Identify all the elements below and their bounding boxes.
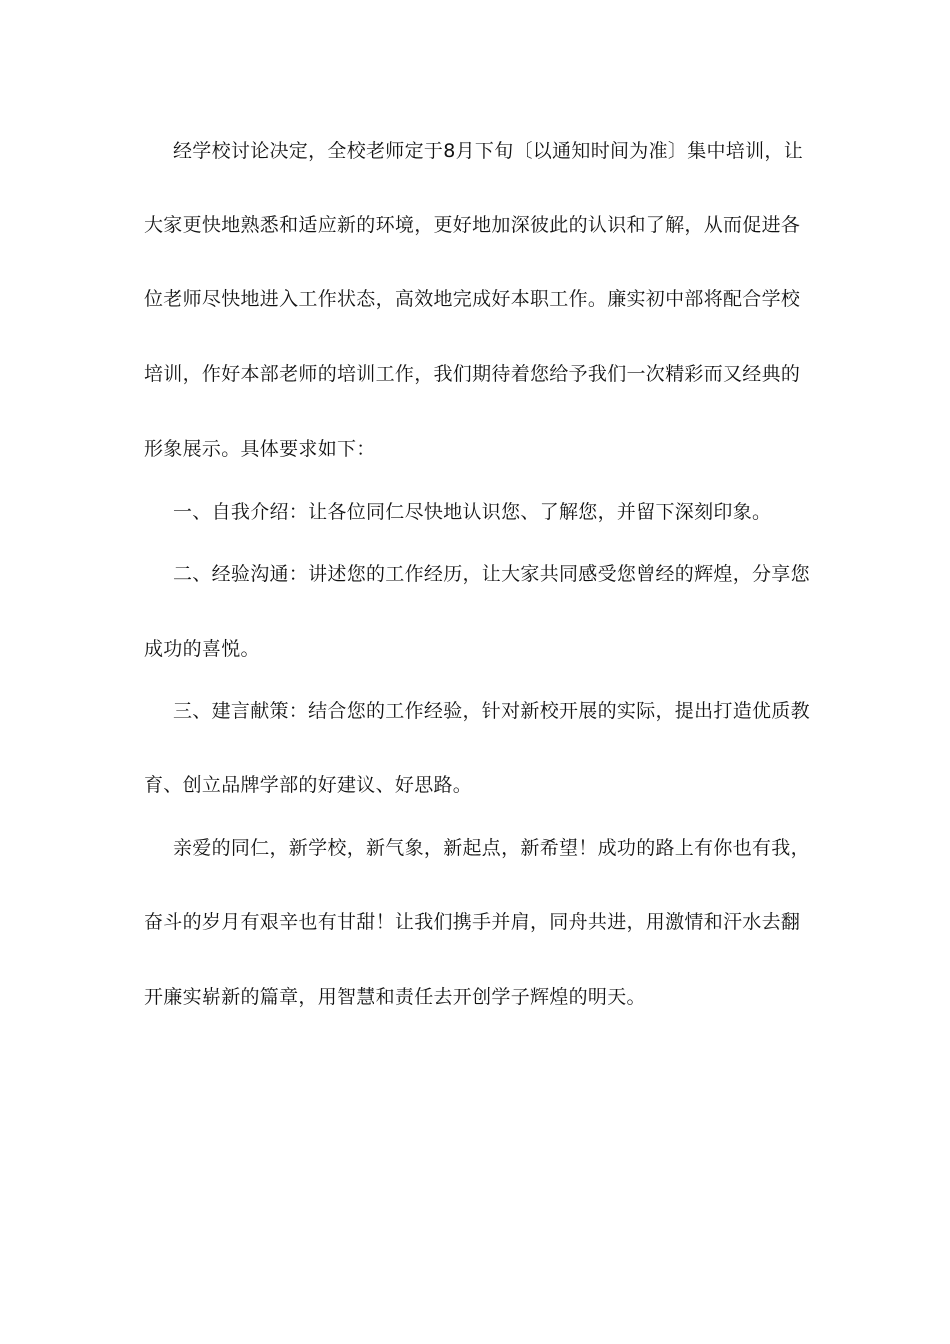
closing-line-3: 开廉实崭新的篇章，用智慧和责任去开创学子辉煌的明天。 — [144, 986, 646, 1008]
paragraph-intro-line-1: 经学校讨论决定，全校老师定于8月下旬〔以通知时间为准〕集中培训，让 — [173, 140, 803, 162]
paragraph-intro-line-5: 形象展示。具体要求如下： — [144, 438, 376, 460]
closing-line-1: 亲爱的同仁，新学校，新气象，新起点，新希望！成功的路上有你也有我， — [173, 837, 810, 859]
requirement-2-line-1: 二、经验沟通：讲述您的工作经历，让大家共同感受您曾经的辉煌，分享您 — [173, 563, 810, 585]
requirement-3-line-2: 育、创立品牌学部的好建议、好思路。 — [144, 774, 473, 796]
requirement-2-line-2: 成功的喜悦。 — [144, 638, 260, 660]
requirement-3-line-1: 三、建言献策：结合您的工作经验，针对新校开展的实际，提出打造优质教 — [173, 700, 810, 722]
paragraph-intro-line-2: 大家更快地熟悉和适应新的环境，更好地加深彼此的认识和了解，从而促进各 — [144, 214, 801, 236]
closing-line-2: 奋斗的岁月有艰辛也有甘甜！让我们携手并肩，同舟共进，用激情和汗水去翻 — [144, 911, 801, 933]
paragraph-intro-line-3: 位老师尽快地进入工作状态，高效地完成好本职工作。廉实初中部将配合学校 — [144, 288, 801, 310]
requirement-1-line-1: 一、自我介绍：让各位同仁尽快地认识您、了解您，并留下深刻印象。 — [173, 501, 772, 523]
paragraph-intro-line-4: 培训，作好本部老师的培训工作，我们期待着您给予我们一次精彩而又经典的 — [144, 363, 801, 385]
